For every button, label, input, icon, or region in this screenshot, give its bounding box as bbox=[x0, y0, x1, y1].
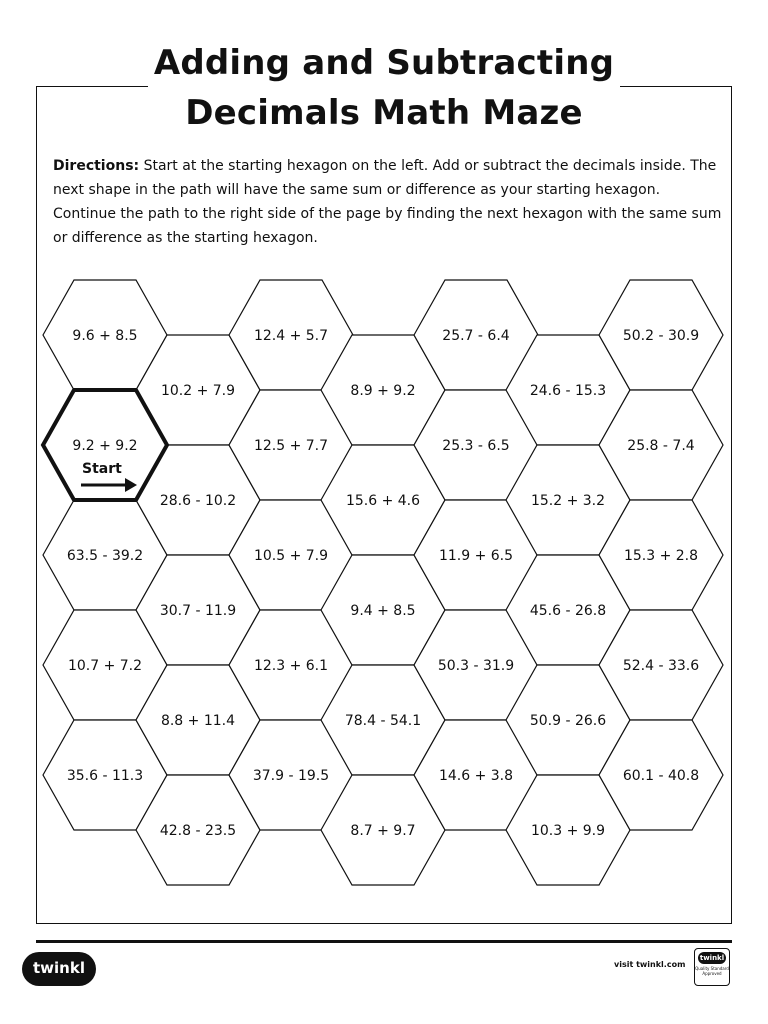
directions-label: Directions: bbox=[53, 158, 140, 174]
hexagon-expression: 9.2 + 9.2 bbox=[72, 438, 138, 454]
quality-badge bbox=[694, 948, 730, 986]
hexagon-expression: 12.5 + 7.7 bbox=[253, 438, 329, 454]
hexagon-expression: 25.3 - 6.5 bbox=[442, 438, 510, 454]
hexagon-expression: 24.6 - 15.3 bbox=[529, 383, 607, 399]
hexagon-expression: 12.4 + 5.7 bbox=[253, 328, 329, 344]
title-line-1: Adding and Subtracting bbox=[153, 43, 615, 83]
hexagon-expression: 35.6 - 11.3 bbox=[66, 768, 144, 784]
hexagon-expression: 15.2 + 3.2 bbox=[530, 493, 606, 509]
hexagon-expression: 8.7 + 9.7 bbox=[350, 823, 416, 839]
badge-text: Quality Standard Approved bbox=[695, 966, 729, 976]
hexagon-expression: 50.9 - 26.6 bbox=[529, 713, 607, 729]
hexagon-expression: 45.6 - 26.8 bbox=[529, 603, 607, 619]
hexagon-expression: 60.1 - 40.8 bbox=[622, 768, 700, 784]
hexagon-expression: 15.6 + 4.6 bbox=[345, 493, 421, 509]
hexagon-expression: 9.4 + 8.5 bbox=[350, 603, 416, 619]
title-line-2: Decimals Math Maze bbox=[185, 93, 583, 133]
hexagon-expression: 78.4 - 54.1 bbox=[344, 713, 422, 729]
hexagon-expression: 8.8 + 11.4 bbox=[160, 713, 236, 729]
hexagon-expression: 10.3 + 9.9 bbox=[530, 823, 606, 839]
hexagon-expression: 50.3 - 31.9 bbox=[437, 658, 515, 674]
hexagon-expression: 63.5 - 39.2 bbox=[66, 548, 144, 564]
hexagon-expression: 28.6 - 10.2 bbox=[159, 493, 237, 509]
hexagon-expression: 15.3 + 2.8 bbox=[623, 548, 699, 564]
hexagon-expression: 10.2 + 7.9 bbox=[160, 383, 236, 399]
hexagon-expression: 50.2 - 30.9 bbox=[622, 328, 700, 344]
hexagon-expression: 12.3 + 6.1 bbox=[253, 658, 329, 674]
hexagon-expression: 14.6 + 3.8 bbox=[438, 768, 514, 784]
hexagon-expression: 9.6 + 8.5 bbox=[72, 328, 138, 344]
hexagon-expression: 25.7 - 6.4 bbox=[442, 328, 510, 344]
hexagon-expression: 10.7 + 7.2 bbox=[67, 658, 143, 674]
badge-logo: twinkl bbox=[699, 954, 725, 962]
hexagon-expression: 25.8 - 7.4 bbox=[627, 438, 695, 454]
hexagon-expression: 11.9 + 6.5 bbox=[438, 548, 514, 564]
start-label: Start bbox=[82, 461, 122, 477]
hexagon-expression: 42.8 - 23.5 bbox=[159, 823, 237, 839]
directions-text: Start at the starting hexagon on the left. Add or subtract the decimals inside. The next shape in the path will have the same sum or difference as your starting hexagon. Continue the path to the right side of the page by finding the next hexagon with the same sum or difference as the starting hexagon. bbox=[53, 158, 722, 246]
hexagon-expression: 37.9 - 19.5 bbox=[252, 768, 330, 784]
hexagon-expression: 8.9 + 9.2 bbox=[350, 383, 416, 399]
hexagon-expression: 30.7 - 11.9 bbox=[159, 603, 237, 619]
hexagon-expression: 52.4 - 33.6 bbox=[622, 658, 700, 674]
footer-rule bbox=[36, 940, 732, 943]
hexagon-expression: 10.5 + 7.9 bbox=[253, 548, 329, 564]
twinkl-logo: twinkl bbox=[22, 952, 96, 986]
visit-link[interactable]: visit twinkl.com bbox=[614, 960, 686, 969]
